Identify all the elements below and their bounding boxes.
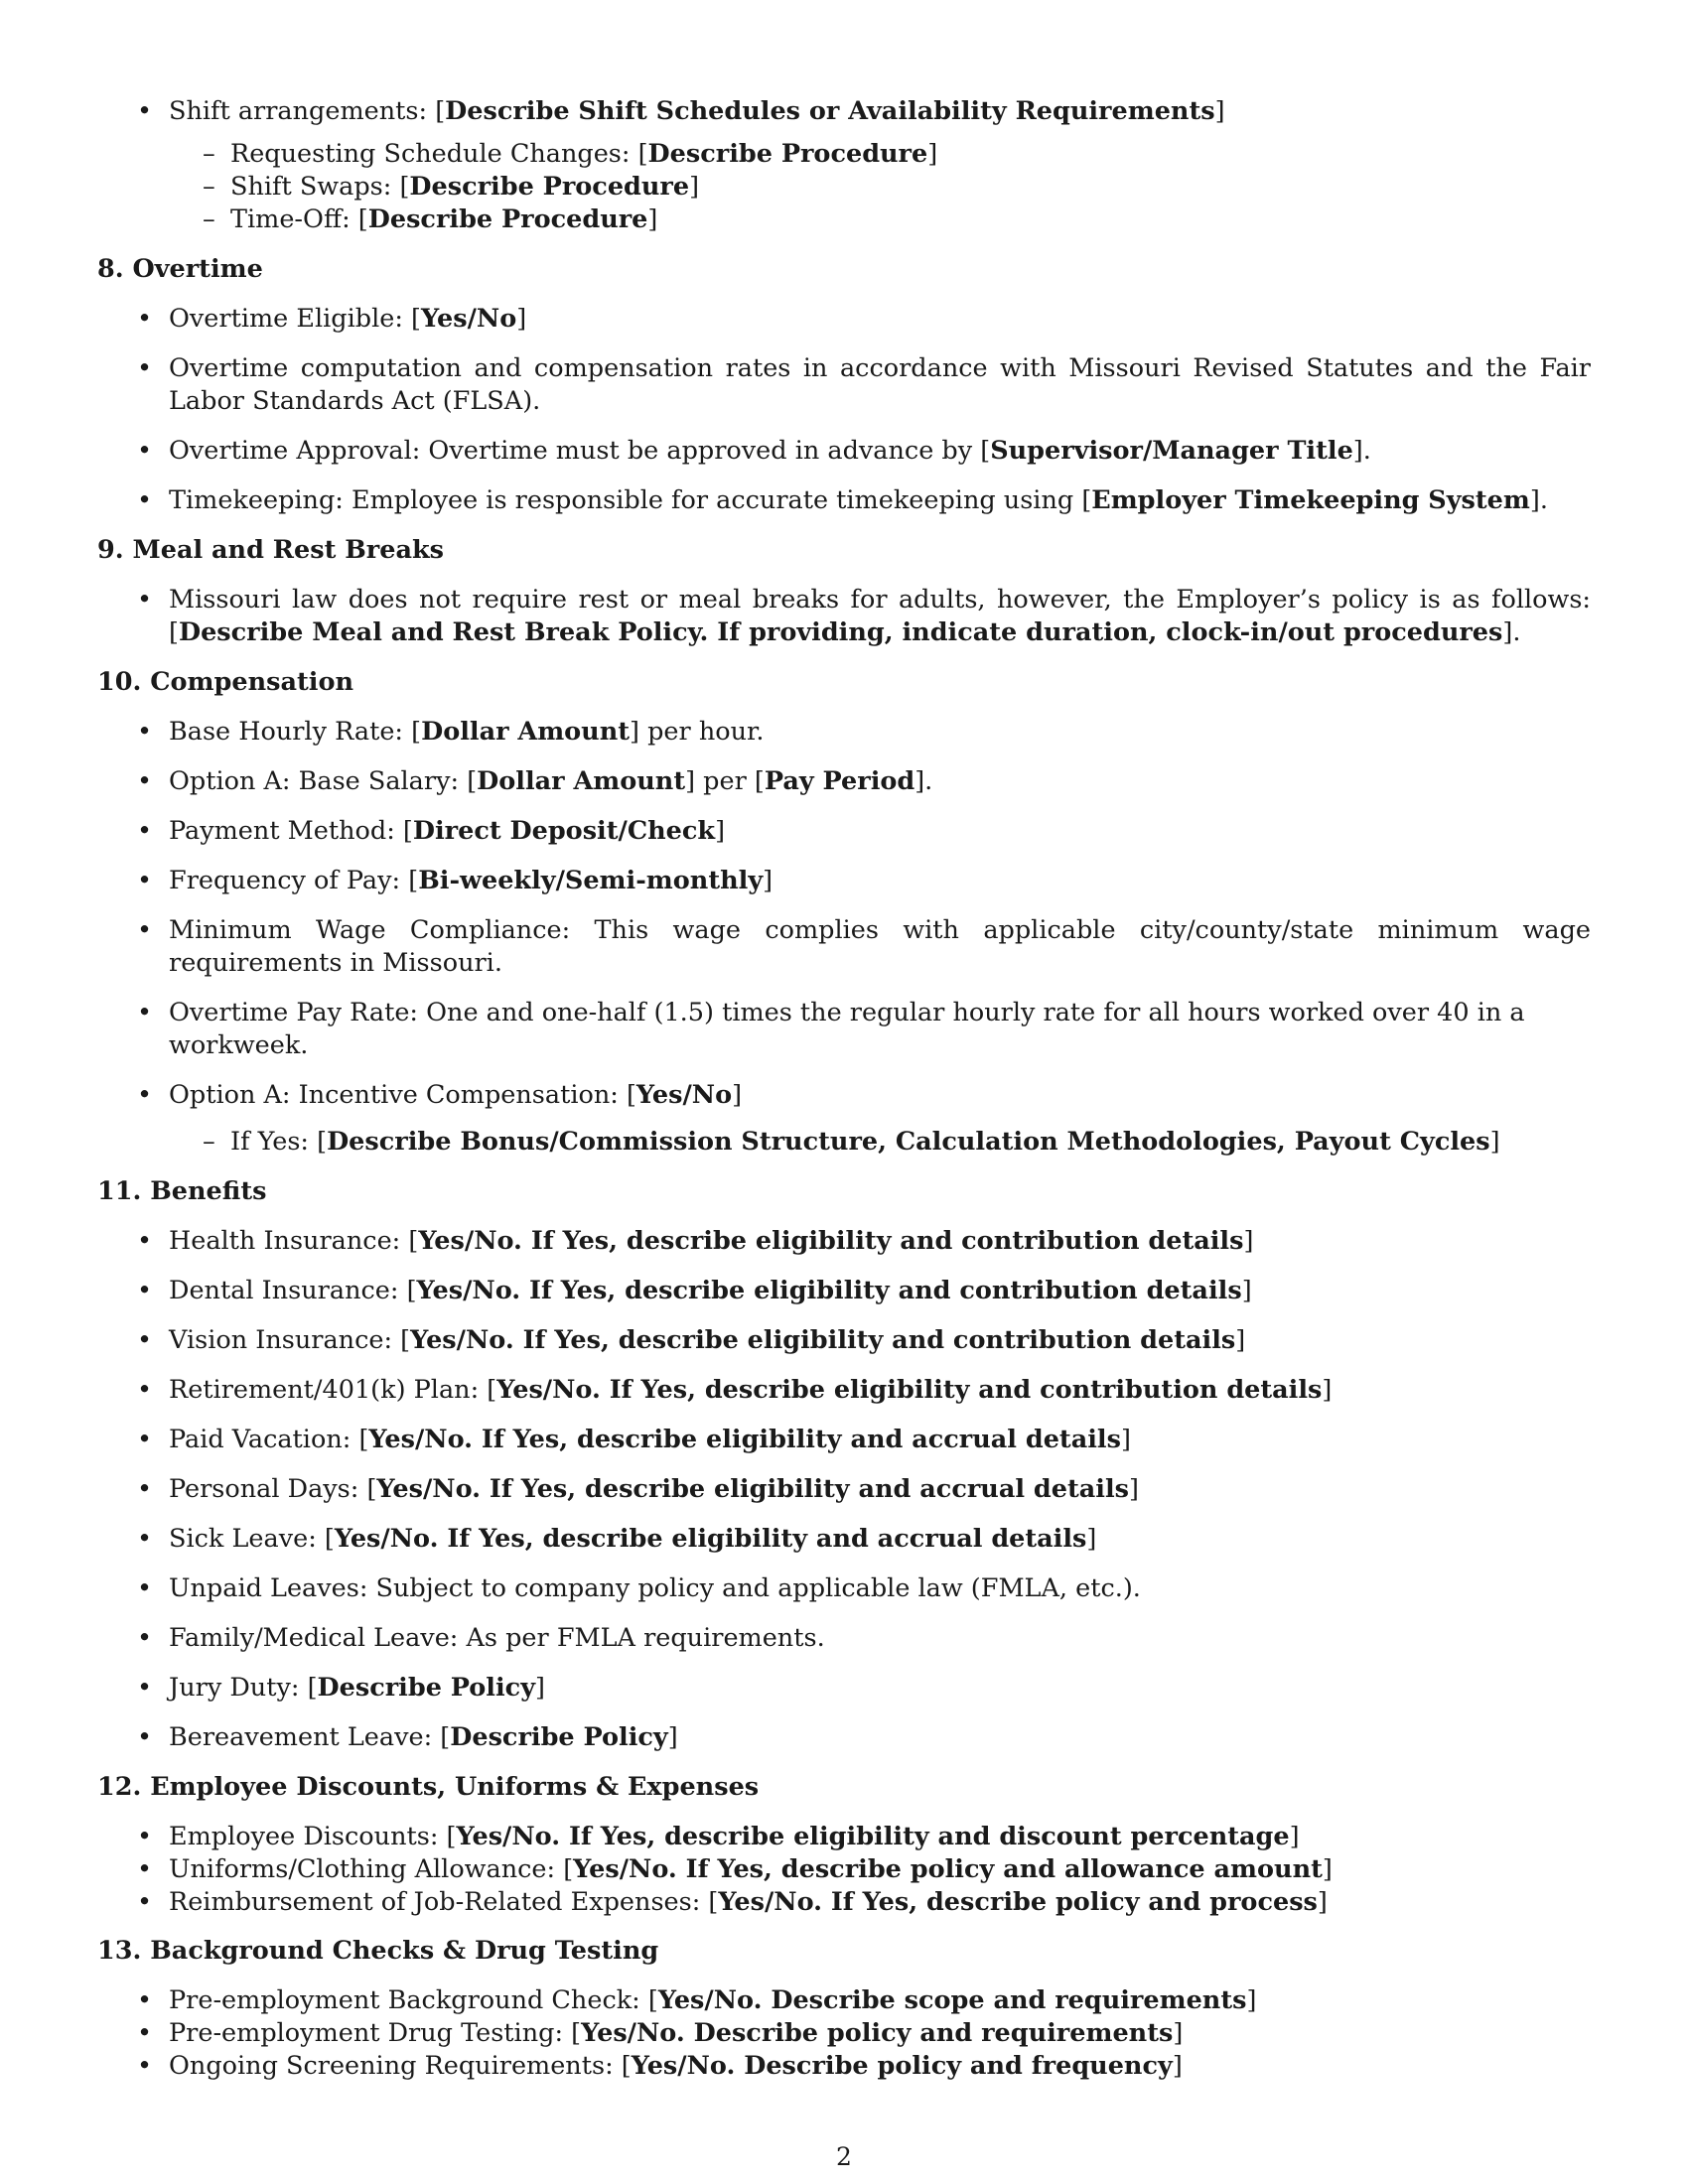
shift-sublist [169,138,1591,236]
section-heading-overtime: 8. Overtime [97,254,263,284]
list-item: • Dental Insurance: [Yes/No. If Yes, describe eligibility and contribution details] [97,1275,1591,1307]
list-item: • Retirement/401(k) Plan: [Yes/No. If Yes, describe eligibility and contribution details] [97,1374,1591,1407]
background-checks-list [97,1984,1591,2083]
section-heading-compensation: 10. Compensation [97,667,354,697]
discounts-list [97,1821,1591,1919]
list-item: • Shift arrangements: [Describe Shift Schedules or Availability Requirements] – Requesting Schedule Changes: [Describe Procedure] – Shift Swaps: [Describe Procedure] – Time-Off: [Describe Procedure] [97,95,1591,236]
list-item: • Frequency of Pay: [Bi-weekly/Semi-monthly] [97,865,1591,897]
list-item: – Requesting Schedule Changes: [Describe Procedure] [169,138,1591,171]
compensation-list [97,716,1591,1159]
list-item: • Uniforms/Clothing Allowance: [Yes/No. If Yes, describe policy and allowance amount] [97,1853,1591,1886]
shift-list [97,95,1591,236]
list-item: • Payment Method: [Direct Deposit/Check] [97,815,1591,848]
list-item: – Shift Swaps: [Describe Procedure] [169,171,1591,204]
list-item: • Overtime Pay Rate: One and one-half (1.5) times the regular hourly rate for all hours worked over 40 in a workweek. [97,997,1591,1062]
list-item: • Pre-employment Drug Testing: [Yes/No. Describe policy and requirements] [97,2017,1591,2050]
list-item: • Unpaid Leaves: Subject to company policy and applicable law (FMLA, etc.). [97,1572,1591,1605]
list-item: • Family/Medical Leave: As per FMLA requirements. [97,1622,1591,1655]
list-item: • Overtime computation and compensation rates in accordance with Missouri Revised Statutes and the Fair Labor Standards Act (FLSA). [97,352,1591,418]
list-item: • Missouri law does not require rest or meal breaks for adults, however, the Employer’s policy is as follows: [Describe Meal and Rest Break Policy. If providing, indicate duration, clock-in/out procedures]. [97,584,1591,649]
list-item: • Employee Discounts: [Yes/No. If Yes, describe eligibility and discount percentage] [97,1821,1591,1853]
section-heading-meal-breaks: 9. Meal and Rest Breaks [97,535,444,565]
list-item: • Timekeeping: Employee is responsible for accurate timekeeping using [Employer Timekeeping System]. [97,484,1591,517]
list-item: • Option A: Incentive Compensation: [Yes/No] – If Yes: [Describe Bonus/Commission Structure, Calculation Methodologies, Payout Cycles] [97,1079,1591,1159]
list-item: • Jury Duty: [Describe Policy] [97,1672,1591,1705]
list-item: • Minimum Wage Compliance: This wage complies with applicable city/county/state minimum wage requirements in Missouri. [97,914,1591,980]
benefits-list [97,1225,1591,1754]
list-item: • Vision Insurance: [Yes/No. If Yes, describe eligibility and contribution details] [97,1324,1591,1357]
list-item: • Ongoing Screening Requirements: [Yes/No. Describe policy and frequency] [97,2050,1591,2083]
list-item: • Health Insurance: [Yes/No. If Yes, describe eligibility and contribution details] [97,1225,1591,1258]
list-item: • Reimbursement of Job-Related Expenses: [Yes/No. If Yes, describe policy and process] [97,1886,1591,1919]
list-item: • Paid Vacation: [Yes/No. If Yes, describe eligibility and accrual details] [97,1424,1591,1456]
section-heading-benefits: 11. Benefits [97,1176,267,1206]
section-heading-discounts: 12. Employee Discounts, Uniforms & Expenses [97,1772,760,1802]
document-body [97,95,1591,2083]
page-number: 2 [836,2142,852,2171]
incentive-sublist [169,1126,1591,1159]
list-item: • Base Hourly Rate: [Dollar Amount] per hour. [97,716,1591,749]
section-heading-background-checks: 13. Background Checks & Drug Testing [97,1936,659,1966]
list-item: – If Yes: [Describe Bonus/Commission Structure, Calculation Methodologies, Payout Cycles] [169,1126,1591,1159]
list-item: • Personal Days: [Yes/No. If Yes, describe eligibility and accrual details] [97,1473,1591,1506]
list-item: • Sick Leave: [Yes/No. If Yes, describe eligibility and accrual details] [97,1523,1591,1556]
list-item: • Option A: Base Salary: [Dollar Amount] per [Pay Period]. [97,765,1591,798]
list-item: • Overtime Eligible: [Yes/No] [97,303,1591,336]
overtime-list [97,303,1591,517]
list-item: • Pre-employment Background Check: [Yes/No. Describe scope and requirements] [97,1984,1591,2017]
meal-breaks-list [97,584,1591,649]
list-item: • Bereavement Leave: [Describe Policy] [97,1721,1591,1754]
list-item: • Overtime Approval: Overtime must be approved in advance by [Supervisor/Manager Title]. [97,435,1591,468]
list-item: – Time-Off: [Describe Procedure] [169,204,1591,236]
